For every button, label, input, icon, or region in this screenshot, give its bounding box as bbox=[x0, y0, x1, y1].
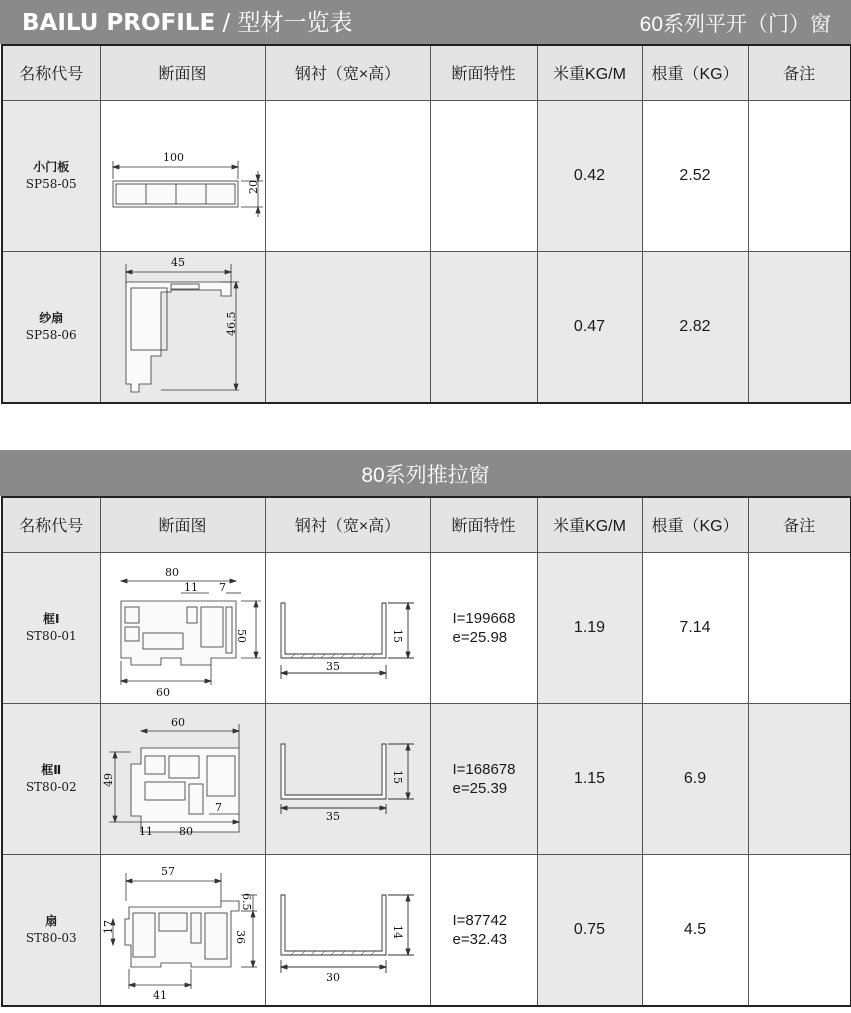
steel-height-label: 15 bbox=[390, 769, 404, 784]
table-header-row bbox=[2, 497, 851, 552]
note-cell bbox=[748, 854, 851, 1006]
dim-right-label: 7 bbox=[214, 800, 222, 814]
header-meter-weight: 米重KG/M bbox=[537, 497, 642, 552]
header-name-code: 名称代号 bbox=[2, 45, 100, 100]
header-root-weight: 根重（KG） bbox=[642, 497, 748, 552]
table-row bbox=[2, 100, 851, 251]
section-drawing-cell bbox=[100, 703, 265, 854]
moment-of-inertia: I=199668 bbox=[452, 609, 516, 627]
profile-code: SP58-06 bbox=[25, 327, 77, 342]
dim-height-label: 49 bbox=[101, 772, 115, 787]
steel-liner-cell bbox=[265, 703, 430, 854]
header-name-code: 名称代号 bbox=[2, 497, 100, 552]
section-e-value: e=25.98 bbox=[452, 628, 508, 646]
dim-bottom-label: 41 bbox=[152, 988, 167, 1002]
steel-width-label: 35 bbox=[325, 659, 340, 673]
brand-title: BAILU PROFILE / 型材一览表 bbox=[22, 10, 353, 36]
name-code-cell bbox=[2, 703, 100, 854]
meter-weight-cell: 0.75 bbox=[537, 854, 642, 1006]
name-code-cell bbox=[2, 854, 100, 1006]
profile-table bbox=[1, 44, 851, 404]
steel-liner-cell bbox=[265, 854, 430, 1006]
profile-name: 框Ⅱ bbox=[41, 762, 62, 777]
note-cell bbox=[748, 703, 851, 854]
note-cell bbox=[748, 100, 851, 251]
section-properties-cell bbox=[430, 251, 537, 403]
steel-height-label: 14 bbox=[390, 924, 404, 939]
section-e-value: e=25.39 bbox=[452, 779, 508, 797]
section-banner bbox=[0, 450, 851, 496]
header-section-drawing: 断面图 bbox=[100, 45, 265, 100]
steel-liner-drawing bbox=[266, 855, 431, 1005]
profile-code: ST80-03 bbox=[25, 930, 77, 945]
dim-right-label: 7 bbox=[218, 580, 226, 594]
name-code-cell bbox=[2, 100, 100, 251]
section-drawing-cell bbox=[100, 100, 265, 251]
header-meter-weight: 米重KG/M bbox=[537, 45, 642, 100]
dim-height-label: 36 bbox=[233, 929, 247, 944]
steel-liner-drawing bbox=[266, 704, 431, 854]
dim-top-label: 57 bbox=[160, 864, 175, 878]
section-drawing-cell bbox=[100, 251, 265, 403]
dim-top-label: 60 bbox=[170, 715, 185, 729]
profile-name: 框Ⅰ bbox=[43, 611, 60, 626]
meter-weight-cell: 0.42 bbox=[537, 100, 642, 251]
section-properties-cell bbox=[430, 100, 537, 251]
table-row bbox=[2, 854, 851, 1006]
profile-drawing bbox=[101, 252, 266, 402]
note-cell bbox=[748, 552, 851, 703]
meter-weight-cell: 0.47 bbox=[537, 251, 642, 403]
section-e-value: e=32.43 bbox=[452, 930, 508, 948]
profile-name: 小门板 bbox=[33, 159, 70, 174]
meter-weight-cell: 1.15 bbox=[537, 703, 642, 854]
dim-left-label: 17 bbox=[101, 919, 115, 934]
table-row bbox=[2, 251, 851, 403]
name-code-cell bbox=[2, 251, 100, 403]
section-properties-cell bbox=[430, 552, 537, 703]
profile-code: ST80-02 bbox=[25, 779, 77, 794]
section-drawing-cell bbox=[100, 854, 265, 1006]
table-row bbox=[2, 552, 851, 703]
table-row bbox=[2, 703, 851, 854]
dim-top-label: 80 bbox=[164, 565, 179, 579]
header-note: 备注 bbox=[748, 45, 851, 100]
profile-table bbox=[1, 496, 851, 1007]
root-weight-cell: 4.5 bbox=[642, 854, 748, 1006]
steel-liner-drawing bbox=[266, 553, 431, 703]
moment-of-inertia: I=168678 bbox=[452, 760, 516, 778]
meter-weight-cell: 1.19 bbox=[537, 552, 642, 703]
steel-liner-cell bbox=[265, 100, 430, 251]
profile-drawing bbox=[101, 855, 266, 1005]
header-steel-liner: 钢衬（宽×高） bbox=[265, 497, 430, 552]
profile-code: SP58-05 bbox=[25, 176, 77, 191]
dim-width-label: 45 bbox=[170, 255, 185, 269]
section-60-series bbox=[0, 0, 851, 404]
profile-code: ST80-01 bbox=[25, 628, 77, 643]
dim-left-small-label: 11 bbox=[138, 824, 153, 838]
dim-height-label: 50 bbox=[234, 628, 248, 643]
moment-of-inertia: I=87742 bbox=[452, 911, 508, 929]
steel-width-label: 30 bbox=[325, 970, 340, 984]
dim-width-label: 100 bbox=[162, 150, 184, 164]
profile-name: 纱扇 bbox=[39, 310, 64, 325]
profile-drawing bbox=[101, 101, 266, 251]
root-weight-cell: 7.14 bbox=[642, 552, 748, 703]
header-root-weight: 根重（KG） bbox=[642, 45, 748, 100]
profile-drawing bbox=[101, 553, 266, 703]
section-banner bbox=[0, 0, 851, 44]
name-code-cell bbox=[2, 552, 100, 703]
root-weight-cell: 6.9 bbox=[642, 703, 748, 854]
section-properties-cell bbox=[430, 703, 537, 854]
steel-width-label: 35 bbox=[325, 809, 340, 823]
header-section-drawing: 断面图 bbox=[100, 497, 265, 552]
header-note: 备注 bbox=[748, 497, 851, 552]
profile-drawing bbox=[101, 704, 266, 854]
header-steel-liner: 钢衬（宽×高） bbox=[265, 45, 430, 100]
dim-height-label: 46.5 bbox=[224, 311, 238, 336]
dim-bottom-label: 80 bbox=[178, 824, 193, 838]
dim-inner-label: 11 bbox=[183, 580, 198, 594]
note-cell bbox=[748, 251, 851, 403]
root-weight-cell: 2.52 bbox=[642, 100, 748, 251]
section-drawing-cell bbox=[100, 552, 265, 703]
steel-height-label: 15 bbox=[390, 628, 404, 643]
header-section-properties: 断面特性 bbox=[430, 497, 537, 552]
profile-name: 扇 bbox=[45, 913, 58, 928]
section-properties-cell bbox=[430, 854, 537, 1006]
table-header-row bbox=[2, 45, 851, 100]
dim-height-label: 20 bbox=[246, 179, 260, 194]
steel-liner-cell bbox=[265, 251, 430, 403]
series-title: 60系列平开（门）窗 bbox=[639, 13, 831, 36]
dim-right-top-label: 6.5 bbox=[239, 892, 253, 910]
series-title: 80系列推拉窗 bbox=[361, 464, 490, 487]
dim-bottom-label: 60 bbox=[155, 685, 170, 699]
header-section-properties: 断面特性 bbox=[430, 45, 537, 100]
section-80-series bbox=[0, 450, 851, 1007]
steel-liner-cell bbox=[265, 552, 430, 703]
root-weight-cell: 2.82 bbox=[642, 251, 748, 403]
